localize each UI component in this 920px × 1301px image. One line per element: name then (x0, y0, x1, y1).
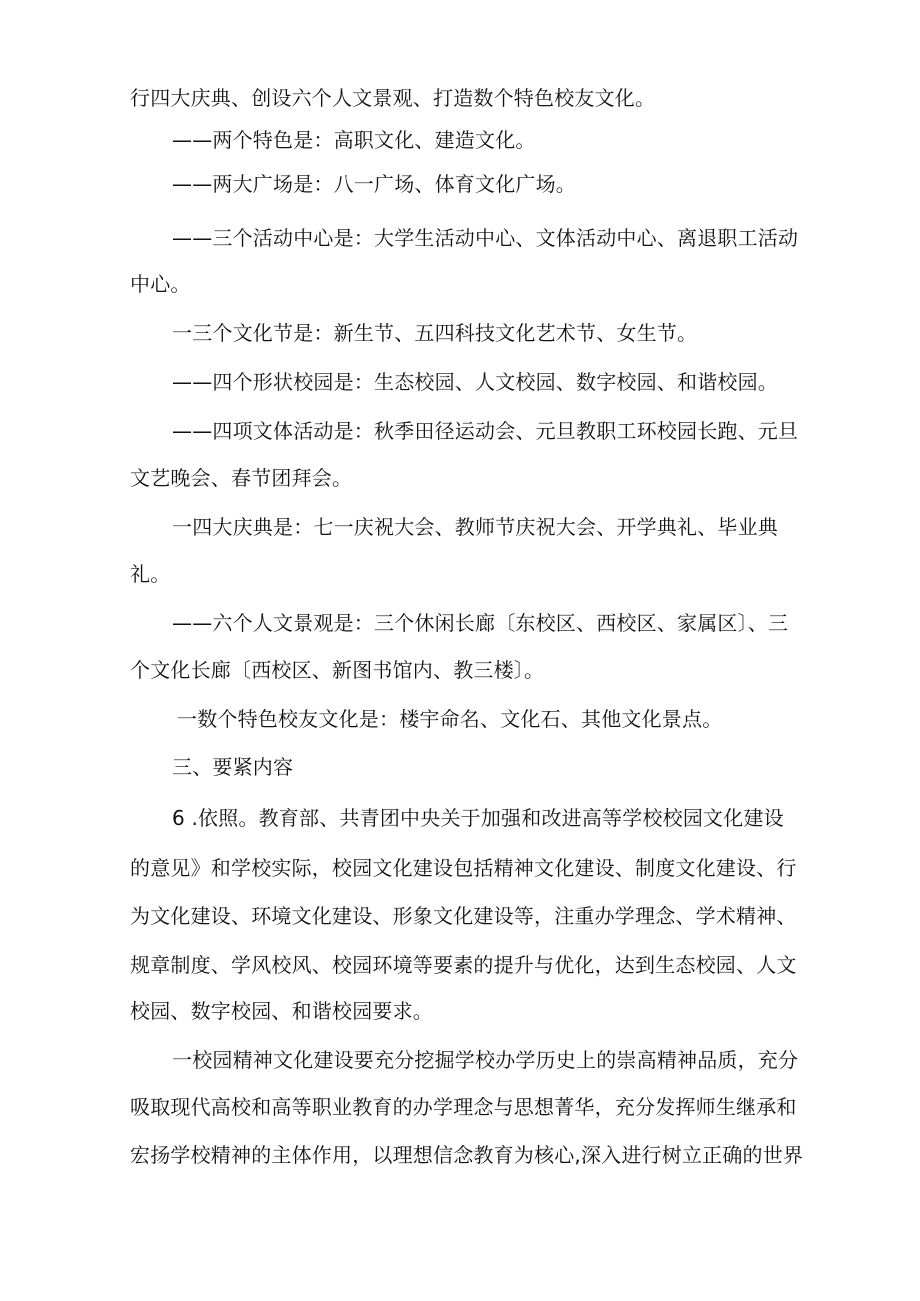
text-line-2: ——两个特色是：高职文化、建造文化。 (172, 128, 536, 152)
section-heading: 三、要紧内容 (172, 755, 294, 779)
text-line-13: 个文化长廊〔西校区、新图书馆内、教三楼〕。 (130, 658, 545, 682)
text-line-16: 6 .依照。教育部、共青团中央关于加强和改进高等学校校园文化建设 (172, 806, 784, 830)
text-line-18: 为文化建设、环境文化建设、形象文化建设等，注重办学理念、学术精神、 (130, 904, 797, 928)
text-line-4: ——三个活动中心是：大学生活动中心、文体活动中心、离退职工活动 (172, 226, 799, 250)
text-line-3: ——两大广场是：八一广场、体育文化广场。 (172, 172, 576, 196)
text-line-7: ——四个形状校园是：生态校园、人文校园、数字校园、和谐校园。 (172, 370, 778, 394)
text-line-22: 吸取现代高校和高等职业教育的办学理念与思想菁华，充分发挥师生继承和 (130, 1095, 797, 1119)
text-line-17: 的意见》和学校实际，校园文化建设包括精神文化建设、制度文化建设、行 (130, 856, 797, 880)
text-line-20: 校园、数字校园、和谐校园要求。 (130, 999, 433, 1023)
text-line-14: 一数个特色校友文化是：楼宇命名、文化石、其他文化景点。 (177, 707, 723, 731)
text-line-5: 中心。 (130, 272, 191, 296)
text-line-23: 宏扬学校精神的主体作用，以理想信念教育为核心,深入进行树立正确的世界 (130, 1143, 804, 1167)
text-line-21: 一校园精神文化建设要充分挖掘学校办学历史上的崇高精神品质，充分 (172, 1048, 799, 1072)
text-line-12: ——六个人文景观是：三个休闲长廊〔东校区、西校区、家属区〕、三 (172, 611, 789, 635)
text-line-9: 文艺晚会、春节团拜会。 (130, 466, 353, 490)
text-line-6: 一三个文化节是：新生节、五四科技文化艺术节、女生节。 (172, 321, 698, 345)
text-line-1: 行四大庆典、创设六个人文景观、打造数个特色校友文化。 (130, 86, 656, 110)
text-line-10: 一四大庆典是：七一庆祝大会、教师节庆祝大会、开学典礼、毕业典 (172, 515, 778, 539)
text-line-11: 礼。 (130, 562, 171, 586)
text-line-8: ——四项文体活动是：秋季田径运动会、元旦教职工环校园长跑、元旦 (172, 419, 799, 443)
text-line-19: 规章制度、学风校风、校园环境等要素的提升与优化，达到生态校园、人文 (130, 953, 797, 977)
